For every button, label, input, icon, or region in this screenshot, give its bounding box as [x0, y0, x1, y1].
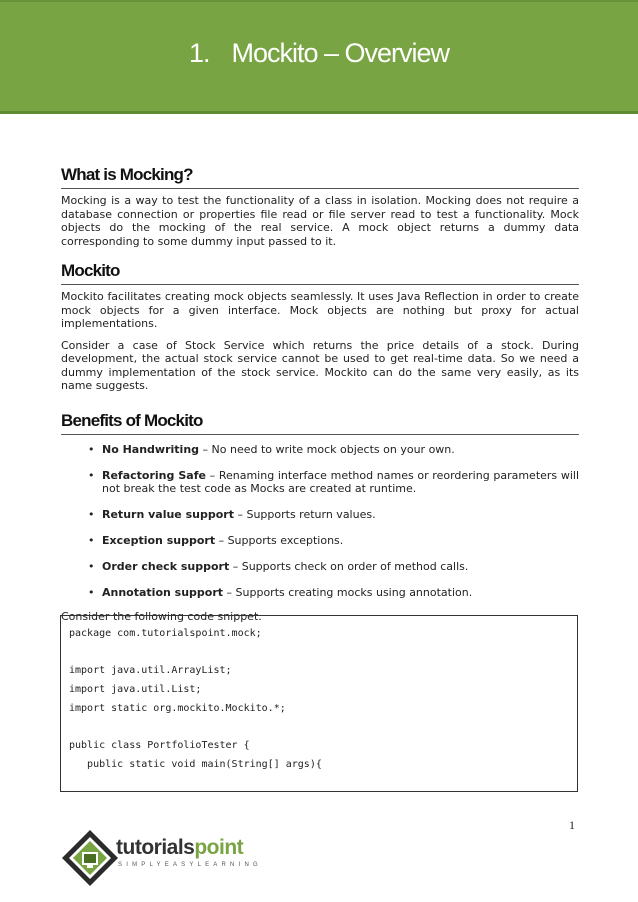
logo-word-dark: tutorials — [116, 836, 195, 859]
bullet-icon: • — [88, 468, 95, 482]
benefit-desc: – No need to write mock objects on your own. — [199, 442, 455, 456]
code-intro-text: Consider the following code snippet. — [61, 610, 262, 623]
code-line: package com.tutorialspoint.mock; — [69, 628, 262, 639]
list-item — [88, 534, 579, 548]
section-heading-what-is-mocking: What is Mocking? — [61, 165, 579, 189]
section-what-is-mocking — [61, 165, 579, 248]
list-item — [88, 469, 579, 496]
page-content — [61, 165, 579, 637]
chapter-number: 1. — [188, 38, 210, 68]
section-mockito — [61, 261, 579, 393]
banner-edge — [0, 0, 638, 2]
benefit-desc: – Supports check on order of method calls. — [229, 560, 469, 573]
list-item — [88, 586, 579, 600]
bullet-icon: • — [88, 560, 95, 573]
mockito-paragraph-2: Consider a case of Stock Service which returns the price details of a stock. During development, the actual stock service cannot be used to get real-time data. So we need a dummy implementation of the stock service. Mockito can do the same very easily, as its name suggests. — [61, 338, 579, 392]
code-snippet — [60, 615, 578, 792]
bullet-icon: • — [88, 442, 95, 456]
chapter-title — [0, 38, 638, 69]
logo-word-accent: point — [194, 836, 244, 859]
section-benefits — [61, 411, 579, 624]
benefits-list — [61, 443, 579, 600]
benefit-term: Order check support — [102, 560, 230, 573]
tutorialspoint-logo — [60, 828, 260, 888]
code-line: public static void main(String[] args){ — [69, 759, 322, 770]
logo-diamond-icon — [60, 828, 120, 888]
code-line: import static org.mockito.Mockito.*; — [69, 703, 286, 714]
what-is-mocking-paragraph: Mocking is a way to test the functionality of a class in isolation. Mocking does not require a database connection or properties file read or file server read to test a functionality. Mock objects do the mocking of the real service. A mock object returns a dummy data corresponding to some dummy input passed to it. — [61, 194, 579, 248]
code-line: import java.util.List; — [69, 684, 202, 695]
code-line — [69, 718, 577, 736]
code-line: import java.util.ArrayList; — [69, 665, 232, 676]
benefit-desc: – Supports exceptions. — [215, 534, 344, 547]
section-heading-benefits: Benefits of Mockito — [61, 411, 579, 435]
benefit-desc: – Renaming interface method names or reordering parameters will not break the test code as Mocks are created at runtime. — [102, 468, 580, 495]
benefit-term: Refactoring Safe — [102, 468, 206, 482]
list-item — [88, 560, 579, 574]
logo-tagline: SIMPLYEASYLEARNING — [118, 862, 262, 868]
logo-wordmark — [116, 836, 243, 860]
page-number: 1 — [569, 818, 575, 832]
bullet-icon: • — [88, 508, 95, 521]
list-item — [88, 443, 579, 457]
bullet-icon: • — [88, 534, 95, 547]
chapter-banner — [0, 0, 638, 114]
benefit-term: Return value support — [102, 508, 234, 521]
benefit-desc: – Supports creating mocks using annotation. — [223, 586, 473, 599]
benefit-term: Annotation support — [102, 586, 224, 599]
benefit-term: Exception support — [102, 534, 216, 547]
benefit-desc: – Supports return values. — [233, 508, 376, 521]
chapter-title-text: Mockito – Overview — [231, 38, 450, 68]
code-line — [69, 643, 577, 661]
list-item — [88, 508, 579, 522]
code-line: public class PortfolioTester { — [69, 740, 250, 751]
benefit-term: No Handwriting — [102, 442, 200, 456]
bullet-icon: • — [88, 586, 95, 599]
section-heading-mockito: Mockito — [61, 261, 579, 285]
mockito-paragraph-1: Mockito facilitates creating mock objects seamlessly. It uses Java Reflection in order to create mock objects for a given interface. Mock objects are nothing but proxy for actual implementations. — [61, 290, 579, 330]
